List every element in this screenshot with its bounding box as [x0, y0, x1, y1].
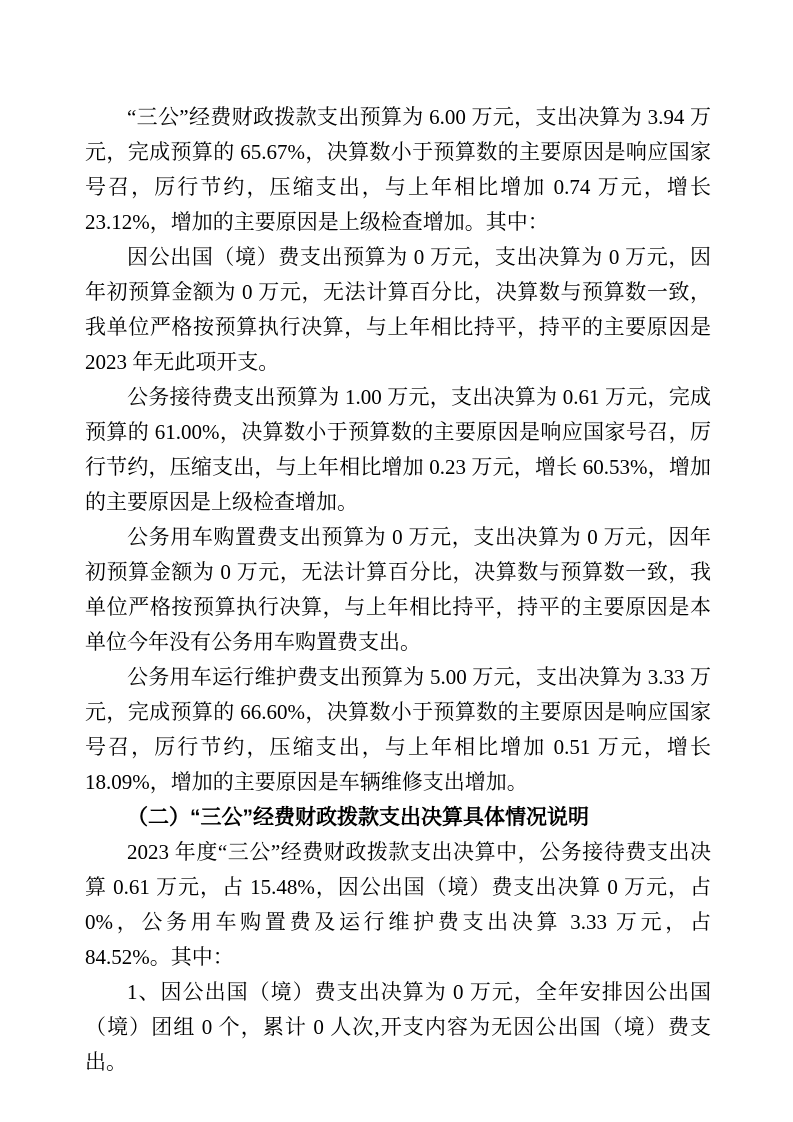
para-overseas-travel-expense: 因公出国（境）费支出预算为 0 万元，支出决算为 0 万元，因年初预算金额为 0 万元，无法计算百分比，决算数与预算数一致，我单位严格按预算执行决算，与上年相比持平，持平的主要原因是 2023 年无此项开支。 — [85, 245, 711, 374]
para-vehicle-maintenance-expense: 公务用车运行维护费支出预算为 5.00 万元，支出决算为 3.33 万元，完成预算的 66.60%，决算数小于预算数的主要原因是响应国家号召，厉行节约，压缩支出，与上年相比增加 0.51 万元，增长 18.09%，增加的主要原因是车辆维修支出增加。 — [85, 665, 711, 794]
para-sangong-budget-summary: “三公”经费财政拨款支出预算为 6.00 万元，支出决算为 3.94 万元，完成预算的 65.67%，决算数小于预算数的主要原因是响应国家号召，厉行节约，压缩支出，与上年相比增加 0.74 万元，增长 23.12%，增加的主要原因是上级检查增加。其中： — [85, 105, 711, 234]
para-official-reception-expense: 公务接待费支出预算为 1.00 万元，支出决算为 0.61 万元，完成预算的 61.00%，决算数小于预算数的主要原因是响应国家号召，厉行节约，压缩支出，与上年相比增加 0.23 万元，增长 60.53%，增加的主要原因是上级检查增加。 — [85, 385, 711, 514]
para-2023-final-accounts-breakdown: 2023 年度“三公”经费财政拨款支出决算中，公务接待费支出决算 0.61 万元，占 15.48%，因公出国（境）费支出决算 0 万元，占 0%，公务用车购置费及运行维护费支出决算 3.33 万元，占 84.52%。其中： — [85, 840, 711, 969]
section-heading-sangong-final-accounts: （二）“三公”经费财政拨款支出决算具体情况说明 — [127, 806, 589, 829]
document-body — [85, 100, 711, 1080]
para-vehicle-purchase-expense: 公务用车购置费支出预算为 0 万元，支出决算为 0 万元，因年初预算金额为 0 万元，无法计算百分比，决算数与预算数一致，我单位严格按预算执行决算，与上年相比持平，持平的主要原因是本单位今年没有公务用车购置费支出。 — [85, 525, 711, 654]
para-item1-overseas-travel-detail: 1、因公出国（境）费支出决算为 0 万元，全年安排因公出国（境）团组 0 个，累计 0 人次,开支内容为无因公出国（境）费支出。 — [85, 980, 711, 1074]
